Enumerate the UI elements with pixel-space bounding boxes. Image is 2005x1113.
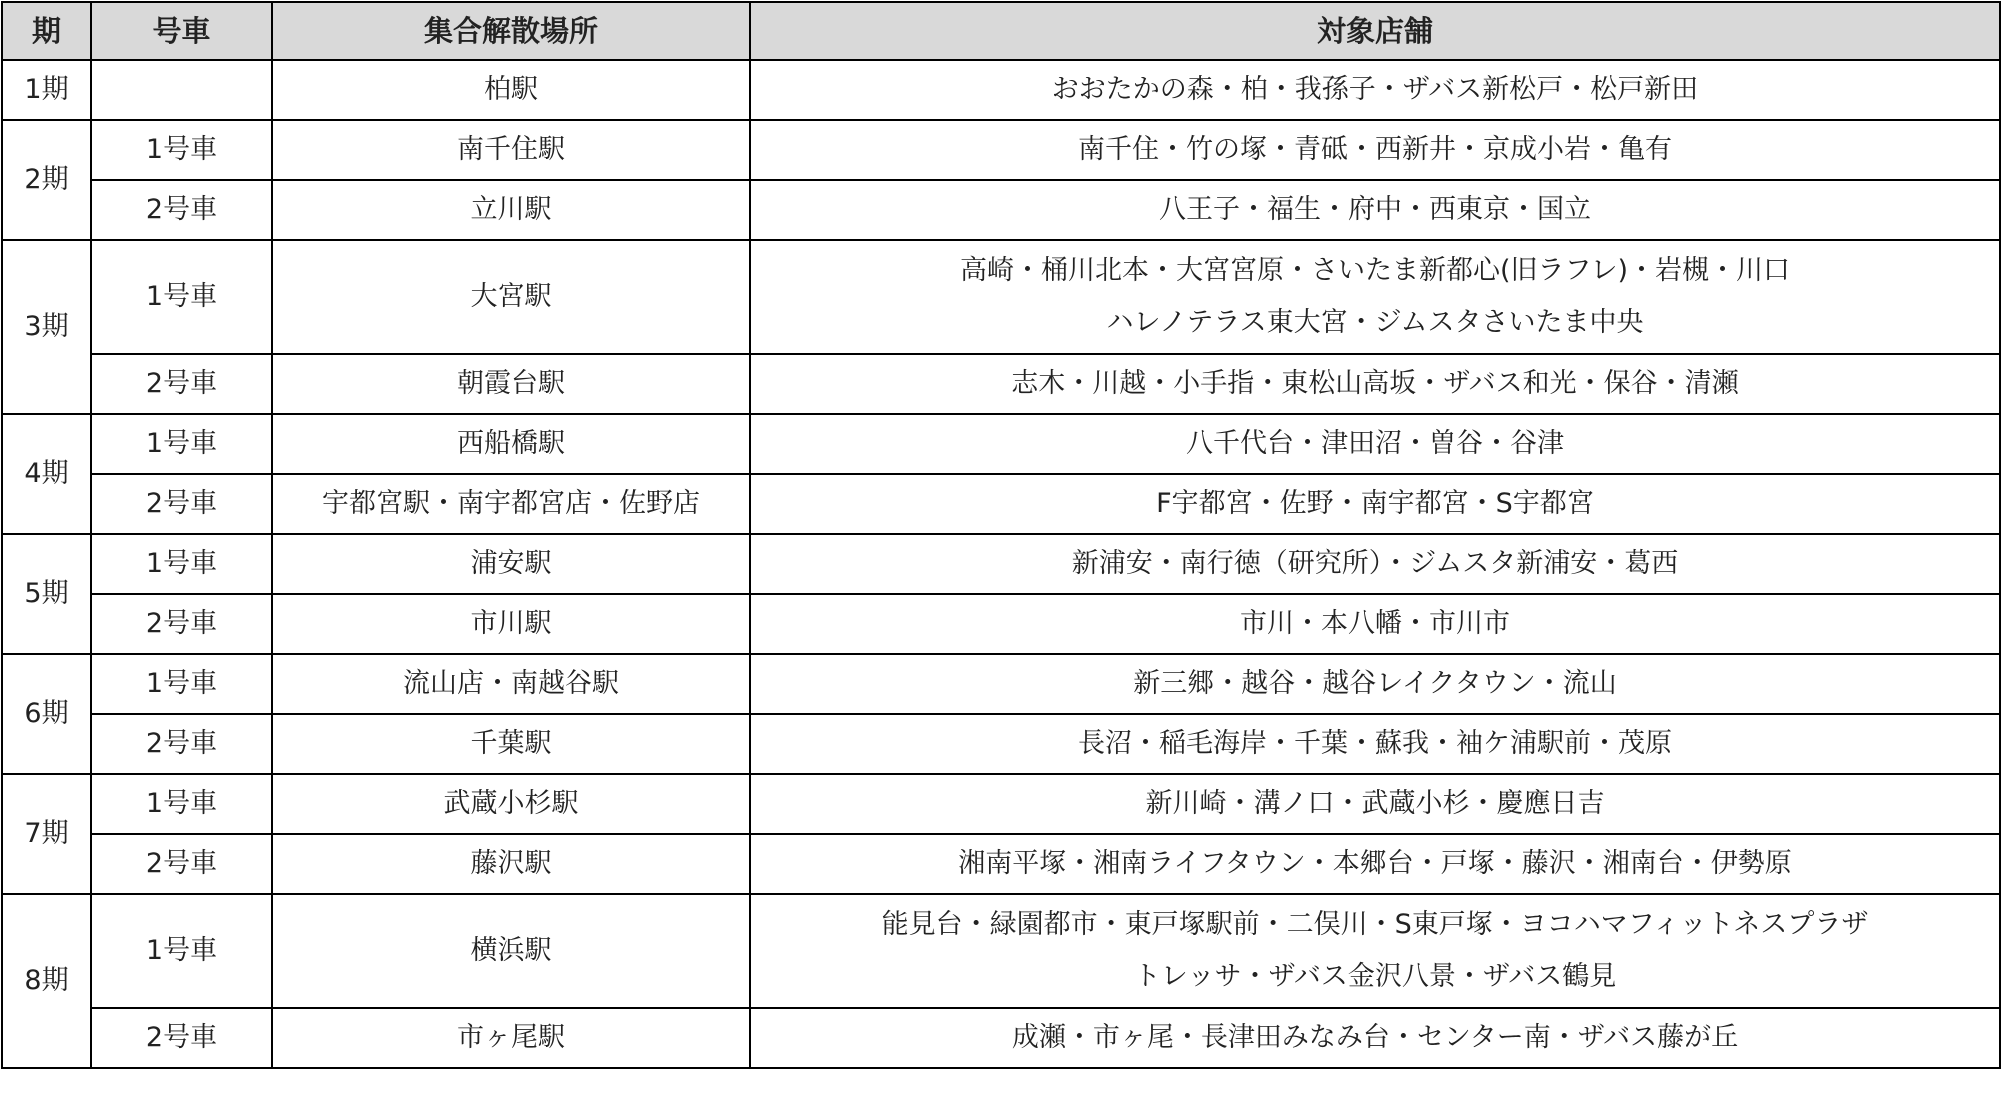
table-row	[2, 774, 2000, 834]
car-cell: 1号車	[91, 774, 272, 834]
place-cell: 武蔵小杉駅	[272, 774, 750, 834]
stores-line: トレッサ・ザバス金沢八景・ザバス鶴見	[1133, 961, 1617, 992]
stores-cell: 湘南平塚・湘南ライフタウン・本郷台・戸塚・藤沢・湘南台・伊勢原	[750, 834, 2000, 894]
place-cell: 南千住駅	[272, 120, 750, 180]
stores-line: 能見台・緑園都市・東戸塚駅前・二俣川・S東戸塚・ヨコハマフィットネスプラザ	[881, 909, 1869, 940]
stores-cell	[750, 240, 2000, 354]
schedule-table	[1, 1, 2001, 1069]
stores-cell: 新川崎・溝ノ口・武蔵小杉・慶應日吉	[750, 774, 2000, 834]
car-cell: 1号車	[91, 120, 272, 180]
stores-cell: 新浦安・南行徳（研究所）・ジムスタ新浦安・葛西	[750, 534, 2000, 594]
table-row	[2, 60, 2000, 120]
place-cell: 朝霞台駅	[272, 354, 750, 414]
place-cell: 千葉駅	[272, 714, 750, 774]
period-cell: 7期	[2, 774, 91, 894]
table-row	[2, 240, 2000, 354]
car-cell	[91, 60, 272, 120]
stores-cell: 新三郷・越谷・越谷レイクタウン・流山	[750, 654, 2000, 714]
header-meeting-place: 集合解散場所	[272, 2, 750, 60]
table-row	[2, 120, 2000, 180]
table-row	[2, 1008, 2000, 1068]
table-row	[2, 180, 2000, 240]
table-row	[2, 894, 2000, 1008]
stores-cell	[750, 894, 2000, 1008]
car-cell: 1号車	[91, 534, 272, 594]
header-target-stores: 対象店舗	[750, 2, 2000, 60]
car-cell: 2号車	[91, 594, 272, 654]
car-cell: 1号車	[91, 240, 272, 354]
stores-cell: 八王子・福生・府中・西東京・国立	[750, 180, 2000, 240]
car-cell: 1号車	[91, 414, 272, 474]
table-row	[2, 354, 2000, 414]
stores-cell: 成瀬・市ヶ尾・長津田みなみ台・センター南・ザバス藤が丘	[750, 1008, 2000, 1068]
place-cell: 横浜駅	[272, 894, 750, 1008]
period-cell: 4期	[2, 414, 91, 534]
table-row	[2, 474, 2000, 534]
table-row	[2, 834, 2000, 894]
car-cell: 2号車	[91, 1008, 272, 1068]
place-cell: 宇都宮駅・南宇都宮店・佐野店	[272, 474, 750, 534]
period-cell: 8期	[2, 894, 91, 1068]
place-cell: 立川駅	[272, 180, 750, 240]
stores-cell: 志木・川越・小手指・東松山高坂・ザバス和光・保谷・清瀬	[750, 354, 2000, 414]
place-cell: 西船橋駅	[272, 414, 750, 474]
header-row	[2, 2, 2000, 60]
place-cell: 大宮駅	[272, 240, 750, 354]
place-cell: 柏駅	[272, 60, 750, 120]
stores-cell: おおたかの森・柏・我孫子・ザバス新松戸・松戸新田	[750, 60, 2000, 120]
stores-cell: 長沼・稲毛海岸・千葉・蘇我・袖ケ浦駅前・茂原	[750, 714, 2000, 774]
table-row	[2, 714, 2000, 774]
place-cell: 市川駅	[272, 594, 750, 654]
stores-line: 高崎・桶川北本・大宮宮原・さいたま新都心(旧ラフレ)・岩槻・川口	[960, 255, 1790, 286]
car-cell: 2号車	[91, 714, 272, 774]
place-cell: 藤沢駅	[272, 834, 750, 894]
stores-cell: 南千住・竹の塚・青砥・西新井・京成小岩・亀有	[750, 120, 2000, 180]
table-row	[2, 594, 2000, 654]
stores-cell: F宇都宮・佐野・南宇都宮・S宇都宮	[750, 474, 2000, 534]
header-period: 期	[2, 2, 91, 60]
table-row	[2, 414, 2000, 474]
place-cell: 流山店・南越谷駅	[272, 654, 750, 714]
car-cell: 1号車	[91, 894, 272, 1008]
table-row	[2, 654, 2000, 714]
car-cell: 2号車	[91, 354, 272, 414]
car-cell: 2号車	[91, 834, 272, 894]
table-row	[2, 534, 2000, 594]
period-cell: 1期	[2, 60, 91, 120]
period-cell: 3期	[2, 240, 91, 414]
header-car: 号車	[91, 2, 272, 60]
stores-line: ハレノテラス東大宮・ジムスタさいたま中央	[1106, 307, 1644, 338]
stores-cell: 市川・本八幡・市川市	[750, 594, 2000, 654]
car-cell: 1号車	[91, 654, 272, 714]
period-cell: 6期	[2, 654, 91, 774]
period-cell: 2期	[2, 120, 91, 240]
place-cell: 市ヶ尾駅	[272, 1008, 750, 1068]
period-cell: 5期	[2, 534, 91, 654]
place-cell: 浦安駅	[272, 534, 750, 594]
car-cell: 2号車	[91, 180, 272, 240]
stores-cell: 八千代台・津田沼・曽谷・谷津	[750, 414, 2000, 474]
car-cell: 2号車	[91, 474, 272, 534]
